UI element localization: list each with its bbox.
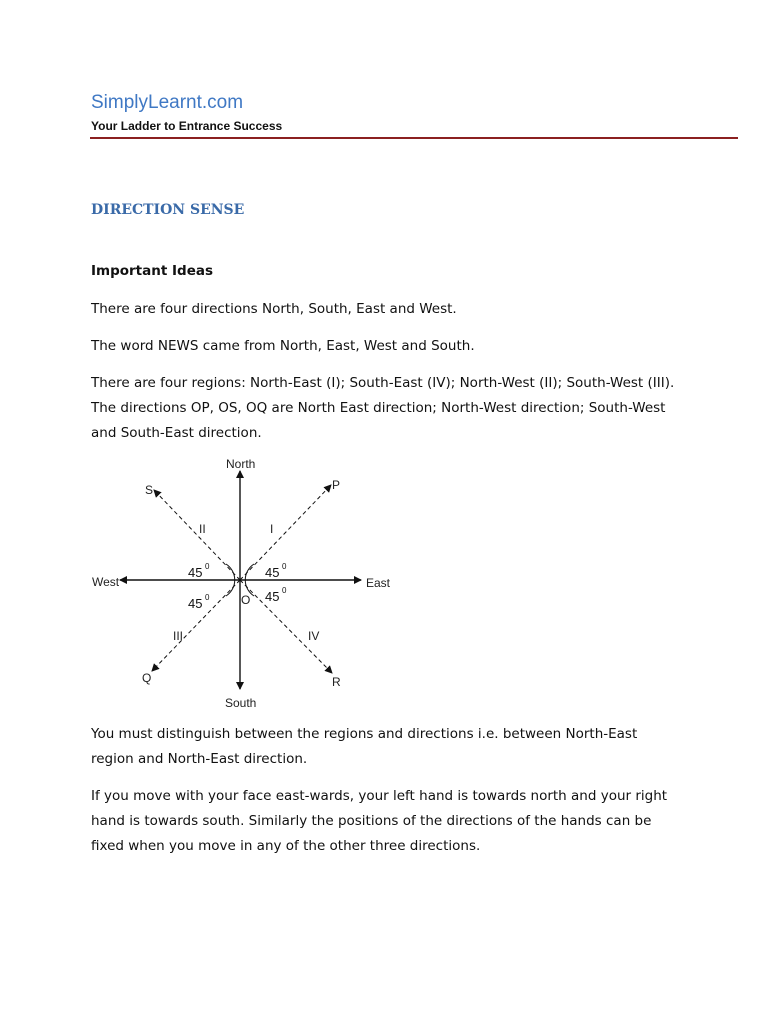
- oq-direction: [152, 580, 240, 671]
- region-one-label: I: [270, 522, 274, 536]
- region-three-label: III: [173, 629, 184, 643]
- section-heading: DIRECTION SENSE: [91, 202, 245, 218]
- direction-diagram: [88, 452, 400, 714]
- header-divider: [90, 137, 738, 139]
- point-p-label: P: [332, 478, 341, 492]
- origin-label: O: [241, 593, 251, 607]
- angle-label-southwest: 45: [188, 596, 203, 611]
- angle-degree-northeast: 0: [282, 562, 287, 571]
- angle-label-northeast: 45: [265, 565, 280, 580]
- site-tagline: Your Ladder to Entrance Success: [91, 119, 283, 133]
- angle-label-southeast: 45: [265, 589, 280, 604]
- paragraph-regions: There are four regions: North-East (I); South-East (IV); North-West (II); South-West (III). The directions OP, OS, OQ are North East direction; North-West direction; South-West and South-East direction.: [91, 375, 675, 441]
- point-s-label: S: [145, 483, 154, 497]
- paragraph-regions-vs-directions: You must distinguish between the regions and directions i.e. between North-East region and North-East direction.: [91, 726, 638, 767]
- region-two-label: II: [199, 522, 206, 536]
- region-four-label: IV: [308, 629, 320, 643]
- west-label: West: [92, 575, 120, 589]
- paragraph-hands-direction: If you move with your face east-wards, your left hand is towards north and your right hand is towards south. Similarly the positions of the directions of the hands can be fixed when you move in any of the other three directions.: [91, 788, 668, 854]
- angle-label-northwest: 45: [188, 565, 203, 580]
- angle-degree-southeast: 0: [282, 586, 287, 595]
- angle-degree-southwest: 0: [205, 593, 210, 602]
- paragraph-news: The word NEWS came from North, East, West and South.: [91, 338, 475, 354]
- point-q-label: Q: [142, 671, 152, 685]
- important-ideas-heading: Important Ideas: [91, 263, 214, 279]
- angle-degree-northwest: 0: [205, 562, 210, 571]
- point-r-label: R: [332, 675, 341, 689]
- north-label: North: [226, 457, 256, 471]
- south-label: South: [225, 696, 257, 710]
- east-label: East: [366, 576, 391, 590]
- paragraph-four-directions: There are four directions North, South, East and West.: [91, 301, 457, 317]
- site-title: SimplyLearnt.com: [91, 92, 244, 113]
